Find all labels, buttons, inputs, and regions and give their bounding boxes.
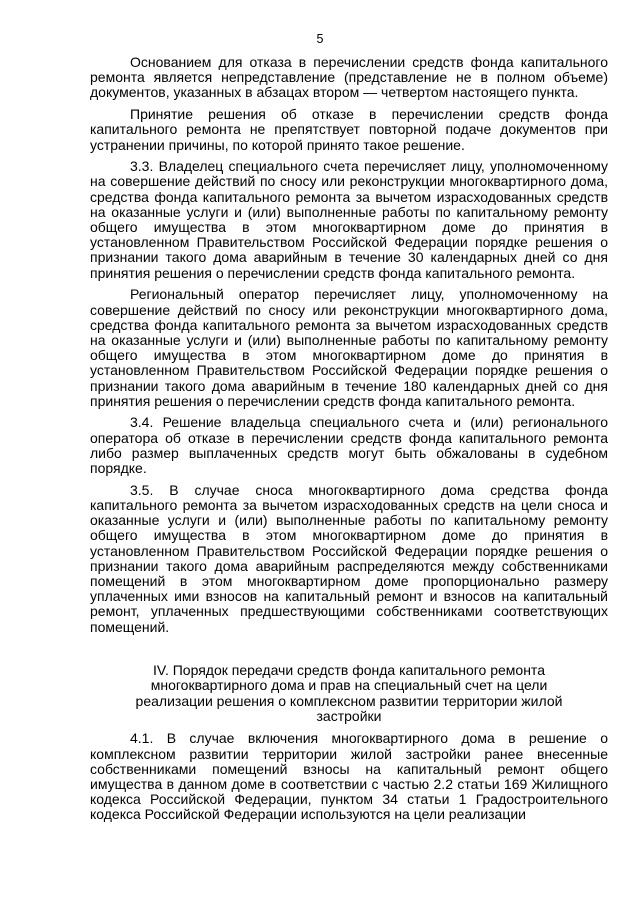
paragraph-4-1: 4.1. В случае включения многоквартирного дома в решение о комплексном развитии территории жилой застройки ранее внесенные собственниками помещений взносы на капитальный ремонт общего имущества в данном доме в соответствии с частью 2.2 статьи 169 Жилищного кодекса Российской Федерации, пунктом 34 статьи 1 Градостроительного кодекса Российской Федерации используются на цели реализации (90, 730, 608, 823)
paragraph-resubmission: Принятие решения об отказе в перечислении средств фонда капитального ремонта не препятствует повторной подаче документов при устранении причины, по которой принято такое решение. (90, 106, 608, 153)
paragraph-regional-operator: Региональный оператор перечисляет лицу, уполномоченному на совершение действий по сносу или реконструкции многоквартирного дома, средства фонда капитального ремонта за вычетом израсходованных средств на оказанные услуги и (или) выполненные работы по капитальному ремонту общего имущества в этом многоквартирном доме до принятия в установленном Правительством Российской Федерации порядке решения о признании такого дома аварийным в течение 180 календарных дней со дня принятия решения о перечислении средств фонда капитального ремонта. (90, 286, 608, 409)
paragraph-refusal-grounds: Основанием для отказа в перечислении средств фонда капитального ремонта является непредставление (представление не в полном объеме) документов, указанных в абзацах втором — четвертом настоящего пункта. (90, 54, 608, 101)
page-number: 5 (316, 32, 324, 46)
section-heading-iv: IV. Порядок передачи средств фонда капитального ремонта многоквартирного дома и прав на специальный счет на цели реализации решения о комплексном развитии территории жилой застройки (135, 661, 563, 725)
document-body (90, 55, 608, 823)
paragraph-3-3: 3.3. Владелец специального счета перечисляет лицу, уполномоченному на совершение действий по сносу или реконструкции многоквартирного дома, средства фонда капитального ремонта за вычетом израсходованных средств на оказанные услуги и (или) выполненные работы по капитальному ремонту общего имущества в этом многоквартирном доме до принятия в установленном Правительством Российской Федерации порядке решения о признании такого дома аварийным в течение 30 календарных дней со дня принятия решения о перечислении средств фонда капитального ремонта. (90, 158, 608, 281)
paragraph-3-5: 3.5. В случае сноса многоквартирного дома средства фонда капитального ремонта за вычетом израсходованных средств на цели сноса и оказанные услуги и (или) выполненные работы по капитальному ремонту общего имущества в этом многоквартирном доме до принятия в установленном Правительством Российской Федерации порядке решения о признании такого дома аварийным распределяются между собственниками помещений в этом многоквартирном доме пропорционально размеру уплаченных ими взносов на капитальный ремонт и взносов на капитальный ремонт, уплаченных предшествующими собственниками соответствующих помещений. (90, 481, 608, 635)
paragraph-3-4: 3.4. Решение владельца специального счета и (или) регионального оператора об отказе в перечислении средств фонда капитального ремонта либо размер выплаченных средств могут быть обжалованы в судебном порядке. (90, 414, 608, 477)
